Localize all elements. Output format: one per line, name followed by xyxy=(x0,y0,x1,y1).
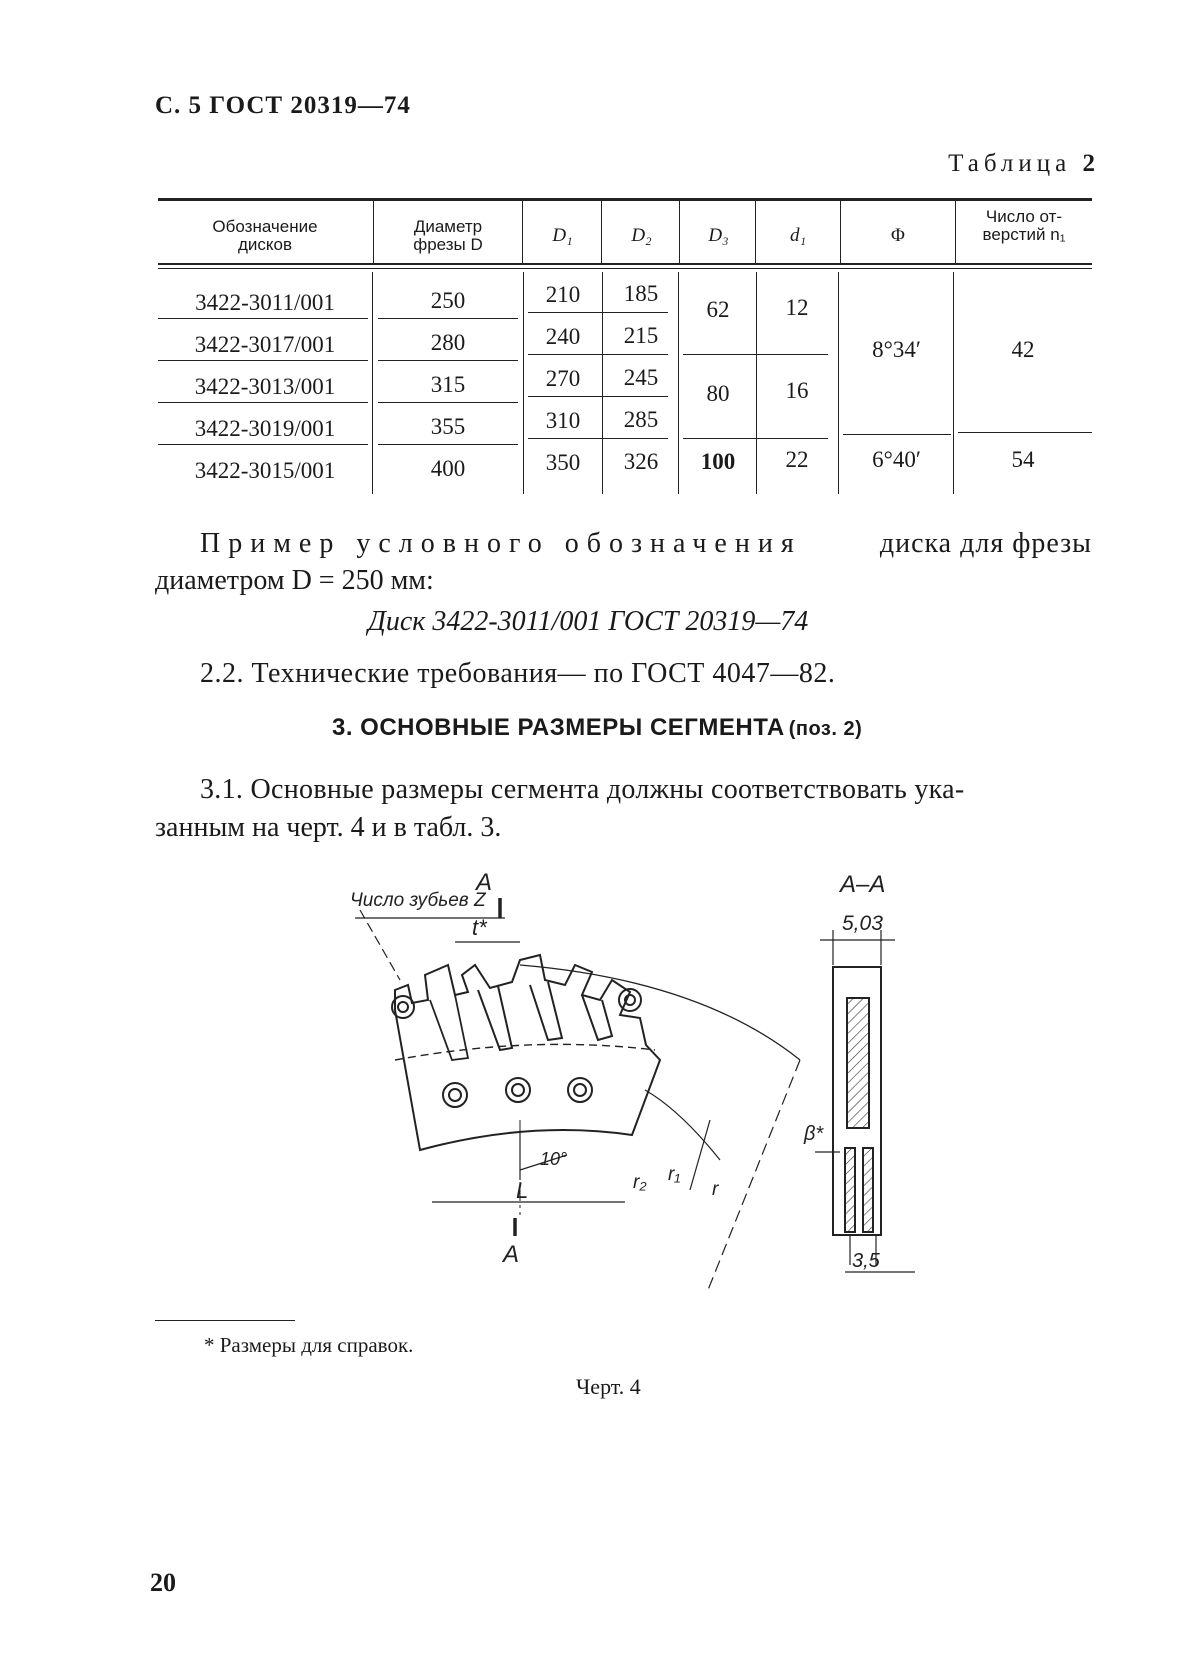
pitch-arc xyxy=(395,1044,655,1060)
table-cell: 6°40′ xyxy=(872,447,921,472)
section-3-title: 3. ОСНОВНЫЕ РАЗМЕРЫ СЕГМЕНТА (поз. 2) xyxy=(332,714,863,741)
table-cell: 42 xyxy=(1011,337,1035,362)
page-number: 20 xyxy=(150,1568,176,1597)
footnote: * Размеры для справок. xyxy=(204,1333,414,1357)
table-cell: 315 xyxy=(430,372,466,397)
table-cell: 270 xyxy=(545,366,581,391)
figure-caption: Черт. 4 xyxy=(576,1374,641,1399)
radius-r-label: r xyxy=(712,1179,719,1200)
table-caption-number: 2 xyxy=(1082,150,1095,177)
example-designation: Диск 3422-3011/001 ГОСТ 20319—74 xyxy=(368,606,809,637)
pitch-label: t* xyxy=(472,915,487,940)
col-header-holes: Число от- верстий n₁ xyxy=(982,207,1066,244)
table-cell: 8°34′ xyxy=(872,337,921,362)
table-cell: 350 xyxy=(545,450,581,475)
clause-2-2: 2.2. Технические требования— по ГОСТ 4047—82. xyxy=(200,658,836,689)
section-mark-bottom: A xyxy=(503,1241,520,1268)
table-cell: 210 xyxy=(545,282,581,307)
beta-angle-label: β* xyxy=(804,1123,824,1145)
web-thickness-label: 3,5 xyxy=(852,1250,880,1272)
page-header: С. 5 ГОСТ 20319—74 xyxy=(155,92,411,119)
table-cell: 280 xyxy=(430,330,466,355)
col-header-D1: D₁ xyxy=(552,225,573,246)
example-spaced-text: Пример условного обозначения xyxy=(200,528,802,559)
col-header-D2: D₂ xyxy=(631,225,652,246)
col-header-d1: d₁ xyxy=(789,225,807,246)
table-cell: 80 xyxy=(706,381,730,406)
footnote-rule xyxy=(155,1320,295,1321)
length-label: L xyxy=(516,1178,529,1203)
table-cell: 3422-3015/001 xyxy=(194,458,336,483)
table-cell: 326 xyxy=(623,449,659,474)
col-header-designation: Обозначение дисков xyxy=(212,217,318,254)
table-caption-word: Таблица xyxy=(948,150,1072,177)
table-cell: 215 xyxy=(623,323,659,348)
radius-r1-label: r₁ xyxy=(668,1164,681,1185)
table-cell: 100 xyxy=(700,449,736,474)
table-cell: 3422-3017/001 xyxy=(194,332,336,357)
table-cell: 16 xyxy=(785,378,809,403)
table-cell: 3422-3019/001 xyxy=(194,416,336,441)
section-a-a-view xyxy=(815,930,915,1272)
table-cell: 185 xyxy=(623,281,659,306)
example-line-2: диаметром D = 250 мм: xyxy=(155,565,434,596)
angle-label: 10° xyxy=(540,1149,568,1169)
thickness-label: 5,03 xyxy=(842,912,883,935)
clause-3-1-line-1: 3.1. Основные размеры сегмента должны соответствовать ука- xyxy=(200,774,965,805)
table-cell: 12 xyxy=(785,295,809,320)
clause-3-1-line-2: занным на черт. 4 и в табл. 3. xyxy=(155,812,502,843)
col-header-D3: D₃ xyxy=(708,225,729,246)
table-cell: 240 xyxy=(545,324,581,349)
table-cell: 22 xyxy=(785,447,809,472)
radius-r2-label: r₂ xyxy=(633,1172,647,1193)
example-rest: диска для фрезы xyxy=(879,528,1092,559)
table-cell: 3422-3013/001 xyxy=(194,374,336,399)
col-header-phi: Φ xyxy=(891,225,905,246)
segment-outline xyxy=(395,955,660,1150)
section-title: A–A xyxy=(840,871,886,898)
section-mark-top: A xyxy=(476,869,493,896)
table-cell: 54 xyxy=(1011,447,1035,472)
table-cell: 3422-3011/001 xyxy=(195,290,335,315)
col-header-diameter: Диаметр фрезы D xyxy=(413,217,483,254)
table-cell: 310 xyxy=(545,408,581,433)
table-cell: 62 xyxy=(706,297,730,322)
table-cell: 285 xyxy=(623,407,659,432)
table-cell: 355 xyxy=(430,414,466,439)
teeth-count-label: Число зубьев Z xyxy=(350,890,486,911)
table-cell: 245 xyxy=(623,365,659,390)
table-cell: 250 xyxy=(430,288,466,313)
table-cell: 400 xyxy=(430,456,466,481)
